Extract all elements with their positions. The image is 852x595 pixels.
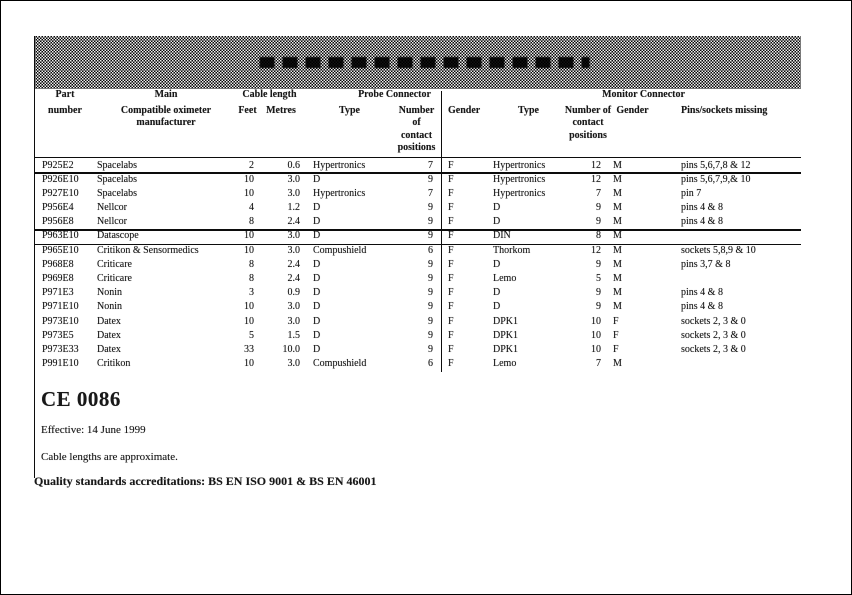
cell-probe-gender: F xyxy=(448,358,454,370)
cell-manufacturer: Datex xyxy=(97,343,121,355)
cell-monitor-contact-positions: 7 xyxy=(596,358,601,370)
cell-pins-sockets-missing xyxy=(661,357,801,371)
cell-monitor-contact-positions: 9 xyxy=(596,202,601,214)
cell-feet: 8 xyxy=(249,216,254,228)
cell-part-number: P926E10 xyxy=(42,173,79,185)
header-part-number: number xyxy=(48,104,82,116)
cell-monitor-type: D xyxy=(493,216,501,228)
cell-probe-contact-positions: 6 xyxy=(428,244,433,256)
cell-monitor-contact-positions: 7 xyxy=(596,187,601,199)
cell-part-number: P956E4 xyxy=(42,202,74,214)
cell-monitor-gender: M xyxy=(613,244,622,256)
cell-pins-sockets-missing: pins 3,7 & 8 xyxy=(681,258,731,270)
header-main-group: Main xyxy=(154,89,178,100)
header-probe-connector-group: Probe Connector xyxy=(358,89,431,100)
cell-feet: 2 xyxy=(249,159,254,171)
header-monitor-type: Type xyxy=(518,104,539,116)
cell-metres: 2.4 xyxy=(287,273,300,284)
cell-pins-sockets-missing: pins 4 & 8 xyxy=(681,301,723,313)
cell-probe-gender: F xyxy=(448,230,454,242)
cell-pins-sockets-missing: sockets 2, 3 & 0 xyxy=(681,343,746,355)
cell-probe-contact-positions: 9 xyxy=(428,216,433,228)
cell-pins-sockets-missing: sockets 5,8,9 & 10 xyxy=(681,244,756,256)
cell-probe-contact-positions: 9 xyxy=(428,273,433,284)
cell-probe-gender: F xyxy=(448,329,454,341)
cell-monitor-gender: M xyxy=(613,273,622,284)
cell-probe-type: D xyxy=(313,301,321,313)
cell-probe-type: D xyxy=(313,287,321,299)
cell-metres: 3.0 xyxy=(287,315,300,327)
cell-monitor-contact-positions: 8 xyxy=(596,230,601,242)
cell-probe-type: Hypertronics xyxy=(313,159,366,171)
cell-probe-type: D xyxy=(313,315,321,327)
cell-monitor-type: DPK1 xyxy=(493,329,519,341)
cell-metres: 3.0 xyxy=(287,358,300,370)
cell-monitor-type: D xyxy=(493,258,501,270)
table-body xyxy=(34,159,801,372)
cell-pins-sockets-missing: sockets 2, 3 & 0 xyxy=(681,329,746,341)
cell-manufacturer: Nellcor xyxy=(97,216,127,228)
quality-accreditations: Quality standards accreditations: BS EN ISO 9001 & BS EN 46001 xyxy=(34,474,377,488)
cell-metres: 2.4 xyxy=(287,258,300,270)
cell-probe-gender: F xyxy=(448,187,454,199)
cell-probe-gender: F xyxy=(448,315,454,327)
cell-probe-gender: F xyxy=(448,301,454,313)
cell-pins-sockets-missing: pins 4 & 8 xyxy=(681,202,723,214)
cell-probe-gender: F xyxy=(448,202,454,214)
cell-probe-contact-positions: 7 xyxy=(428,159,433,171)
cell-part-number: P925E2 xyxy=(42,159,74,171)
cell-manufacturer: Spacelabs xyxy=(97,187,137,199)
cell-monitor-gender: F xyxy=(613,329,619,341)
cell-manufacturer: Criticare xyxy=(97,258,132,270)
cell-monitor-gender: F xyxy=(613,315,619,327)
cell-monitor-contact-positions: 10 xyxy=(591,329,601,341)
header-pins-sockets-missing: Pins/sockets missing xyxy=(681,104,768,116)
cell-probe-type: D xyxy=(313,202,321,214)
cell-metres: 3.0 xyxy=(287,230,300,242)
cell-monitor-type: DPK1 xyxy=(493,315,519,327)
cell-monitor-gender: M xyxy=(613,173,622,185)
cell-manufacturer: Datex xyxy=(97,329,121,341)
cell-monitor-contact-positions: 9 xyxy=(596,287,601,299)
cell-probe-contact-positions: 9 xyxy=(428,287,433,299)
cell-monitor-type: DIN xyxy=(493,230,511,242)
cell-pins-sockets-missing: pins 4 & 8 xyxy=(681,216,723,228)
cell-probe-contact-positions: 9 xyxy=(428,343,433,355)
cell-metres: 0.6 xyxy=(287,159,300,171)
cell-monitor-contact-positions: 9 xyxy=(596,258,601,270)
cell-pins-sockets-missing xyxy=(661,229,801,243)
cell-part-number: P969E8 xyxy=(42,273,74,284)
cell-part-number: P973E10 xyxy=(42,315,79,327)
cell-probe-gender: F xyxy=(448,159,454,171)
cell-probe-gender: F xyxy=(448,287,454,299)
rule-below-row-6 xyxy=(34,244,801,245)
cell-metres: 1.2 xyxy=(287,202,300,214)
header-part-group: Part xyxy=(55,89,75,100)
cell-manufacturer: Datex xyxy=(97,315,121,327)
cell-monitor-type: D xyxy=(493,287,501,299)
header-cable-length-group: Cable length xyxy=(242,89,297,100)
cell-monitor-contact-positions: 5 xyxy=(596,273,601,284)
cell-part-number: P968E8 xyxy=(42,258,74,270)
cell-manufacturer: Critikon & Sensormedics xyxy=(97,244,199,256)
cell-part-number: P963E10 xyxy=(42,230,79,242)
cell-manufacturer: Critikon xyxy=(97,358,131,370)
cell-part-number: P991E10 xyxy=(42,358,79,370)
cell-probe-contact-positions: 9 xyxy=(428,230,433,242)
cell-feet: 10 xyxy=(244,173,254,185)
header-monitor-connector-group: Monitor Connector xyxy=(602,89,685,100)
cell-probe-gender: F xyxy=(448,216,454,228)
cell-feet: 33 xyxy=(244,343,254,355)
cell-feet: 10 xyxy=(244,358,254,370)
cell-feet: 8 xyxy=(249,258,254,270)
cell-monitor-contact-positions: 9 xyxy=(596,301,601,313)
cell-probe-gender: F xyxy=(448,258,454,270)
cell-probe-type: D xyxy=(313,329,321,341)
cell-feet: 5 xyxy=(249,329,254,341)
cell-monitor-type: Thorkom xyxy=(493,244,531,256)
cell-manufacturer: Nellcor xyxy=(97,202,127,214)
cell-monitor-type: D xyxy=(493,301,501,313)
cell-probe-type: Compushield xyxy=(313,244,367,256)
cell-manufacturer: Nonin xyxy=(97,287,122,299)
cell-metres: 2.4 xyxy=(287,216,300,228)
cell-monitor-type: Lemo xyxy=(493,273,517,284)
cell-probe-type: D xyxy=(313,258,321,270)
cell-part-number: P965E10 xyxy=(42,244,79,256)
cell-monitor-contact-positions: 9 xyxy=(596,216,601,228)
cell-feet: 3 xyxy=(249,287,254,299)
cell-metres: 3.0 xyxy=(287,187,300,199)
cell-probe-contact-positions: 9 xyxy=(428,329,433,341)
cell-monitor-type: D xyxy=(493,202,501,214)
cell-monitor-gender: M xyxy=(613,358,622,370)
cell-probe-contact-positions: 9 xyxy=(428,173,433,185)
cell-probe-gender: F xyxy=(448,173,454,185)
cell-probe-type: D xyxy=(313,173,321,185)
cell-feet: 10 xyxy=(244,244,254,256)
rule-below-header xyxy=(34,157,801,158)
cell-metres: 1.5 xyxy=(287,329,300,341)
cell-probe-gender: F xyxy=(448,273,454,284)
cell-feet: 10 xyxy=(244,230,254,242)
cell-monitor-gender: M xyxy=(613,287,622,299)
probe-gender-divider xyxy=(441,91,442,372)
cell-monitor-contact-positions: 12 xyxy=(591,173,601,185)
cable-length-note: Cable lengths are approximate. xyxy=(41,451,178,463)
cell-monitor-contact-positions: 10 xyxy=(591,343,601,355)
cell-monitor-type: Lemo xyxy=(493,358,517,370)
effective-date: Effective: 14 June 1999 xyxy=(41,424,146,436)
cell-monitor-contact-positions: 12 xyxy=(591,159,601,171)
header-monitor-gender: Gender xyxy=(616,104,649,116)
header-probe-contact-positions: Number of contact positions xyxy=(397,104,436,154)
cell-monitor-contact-positions: 12 xyxy=(591,244,601,256)
page-left-border xyxy=(34,36,35,478)
rule-above-row-6 xyxy=(34,229,801,230)
cell-monitor-type: Hypertronics xyxy=(493,159,546,171)
cell-monitor-gender: F xyxy=(613,343,619,355)
cell-pins-sockets-missing: pins 5,6,7,9,& 10 xyxy=(681,173,751,185)
cell-metres: 10.0 xyxy=(282,343,300,355)
cell-pins-sockets-missing: pins 5,6,7,8 & 12 xyxy=(681,159,751,171)
cell-monitor-gender: M xyxy=(613,187,622,199)
cell-monitor-gender: M xyxy=(613,202,622,214)
cell-metres: 3.0 xyxy=(287,301,300,313)
cell-probe-gender: F xyxy=(448,244,454,256)
cell-feet: 8 xyxy=(249,273,254,284)
cell-probe-contact-positions: 9 xyxy=(428,258,433,270)
cell-probe-type: D xyxy=(313,343,321,355)
cell-pins-sockets-missing: sockets 2, 3 & 0 xyxy=(681,315,746,327)
cell-monitor-type: Hypertronics xyxy=(493,187,546,199)
cell-monitor-gender: M xyxy=(613,216,622,228)
cell-probe-contact-positions: 7 xyxy=(428,187,433,199)
table-header xyxy=(34,89,801,158)
cell-pins-sockets-missing: pin 7 xyxy=(681,187,702,199)
banner-title-illegible-text xyxy=(259,57,589,68)
cell-probe-type: D xyxy=(313,230,321,242)
cell-monitor-type: DPK1 xyxy=(493,343,519,355)
cell-part-number: P971E3 xyxy=(42,287,74,299)
cell-manufacturer: Criticare xyxy=(97,273,132,284)
cell-probe-contact-positions: 6 xyxy=(428,358,433,370)
cell-manufacturer: Spacelabs xyxy=(97,173,137,185)
cell-feet: 10 xyxy=(244,315,254,327)
cell-monitor-gender: M xyxy=(613,301,622,313)
cell-feet: 4 xyxy=(249,202,254,214)
ce-mark: CE 0086 xyxy=(41,387,121,411)
cell-probe-type: Hypertronics xyxy=(313,187,366,199)
cell-probe-type: D xyxy=(313,273,321,284)
cell-monitor-gender: M xyxy=(613,258,622,270)
cell-monitor-type: Hypertronics xyxy=(493,173,546,185)
cell-metres: 3.0 xyxy=(287,173,300,185)
cell-probe-contact-positions: 9 xyxy=(428,315,433,327)
cell-probe-type: Compushield xyxy=(313,358,367,370)
cell-metres: 0.9 xyxy=(287,287,300,299)
header-probe-gender: Gender xyxy=(448,104,481,116)
header-feet: Feet xyxy=(238,104,257,116)
cell-probe-gender: F xyxy=(448,343,454,355)
cell-probe-contact-positions: 9 xyxy=(428,301,433,313)
title-banner xyxy=(34,36,801,89)
cell-monitor-gender: M xyxy=(613,230,622,242)
cell-monitor-contact-positions: 10 xyxy=(591,315,601,327)
rule-below-row-1 xyxy=(34,172,801,173)
header-metres: Metres xyxy=(266,104,296,116)
cell-part-number: P973E5 xyxy=(42,329,74,341)
cell-part-number: P927E10 xyxy=(42,187,79,199)
header-monitor-contact-positions: Number of contact positions xyxy=(564,104,612,141)
cell-manufacturer: Datascope xyxy=(97,230,139,242)
cell-part-number: P973E33 xyxy=(42,343,79,355)
cell-feet: 10 xyxy=(244,301,254,313)
cell-part-number: P971E10 xyxy=(42,301,79,313)
cell-monitor-gender: M xyxy=(613,159,622,171)
cell-metres: 3.0 xyxy=(287,244,300,256)
cell-pins-sockets-missing: pins 4 & 8 xyxy=(681,287,723,299)
cell-manufacturer: Nonin xyxy=(97,301,122,313)
cell-part-number: P956E8 xyxy=(42,216,74,228)
cell-feet: 10 xyxy=(244,187,254,199)
cell-probe-type: D xyxy=(313,216,321,228)
cell-probe-contact-positions: 9 xyxy=(428,202,433,214)
cell-pins-sockets-missing xyxy=(661,272,801,286)
cell-manufacturer: Spacelabs xyxy=(97,159,137,171)
header-probe-type: Type xyxy=(339,104,360,116)
header-manufacturer: Compatible oximeter manufacturer xyxy=(120,104,212,129)
